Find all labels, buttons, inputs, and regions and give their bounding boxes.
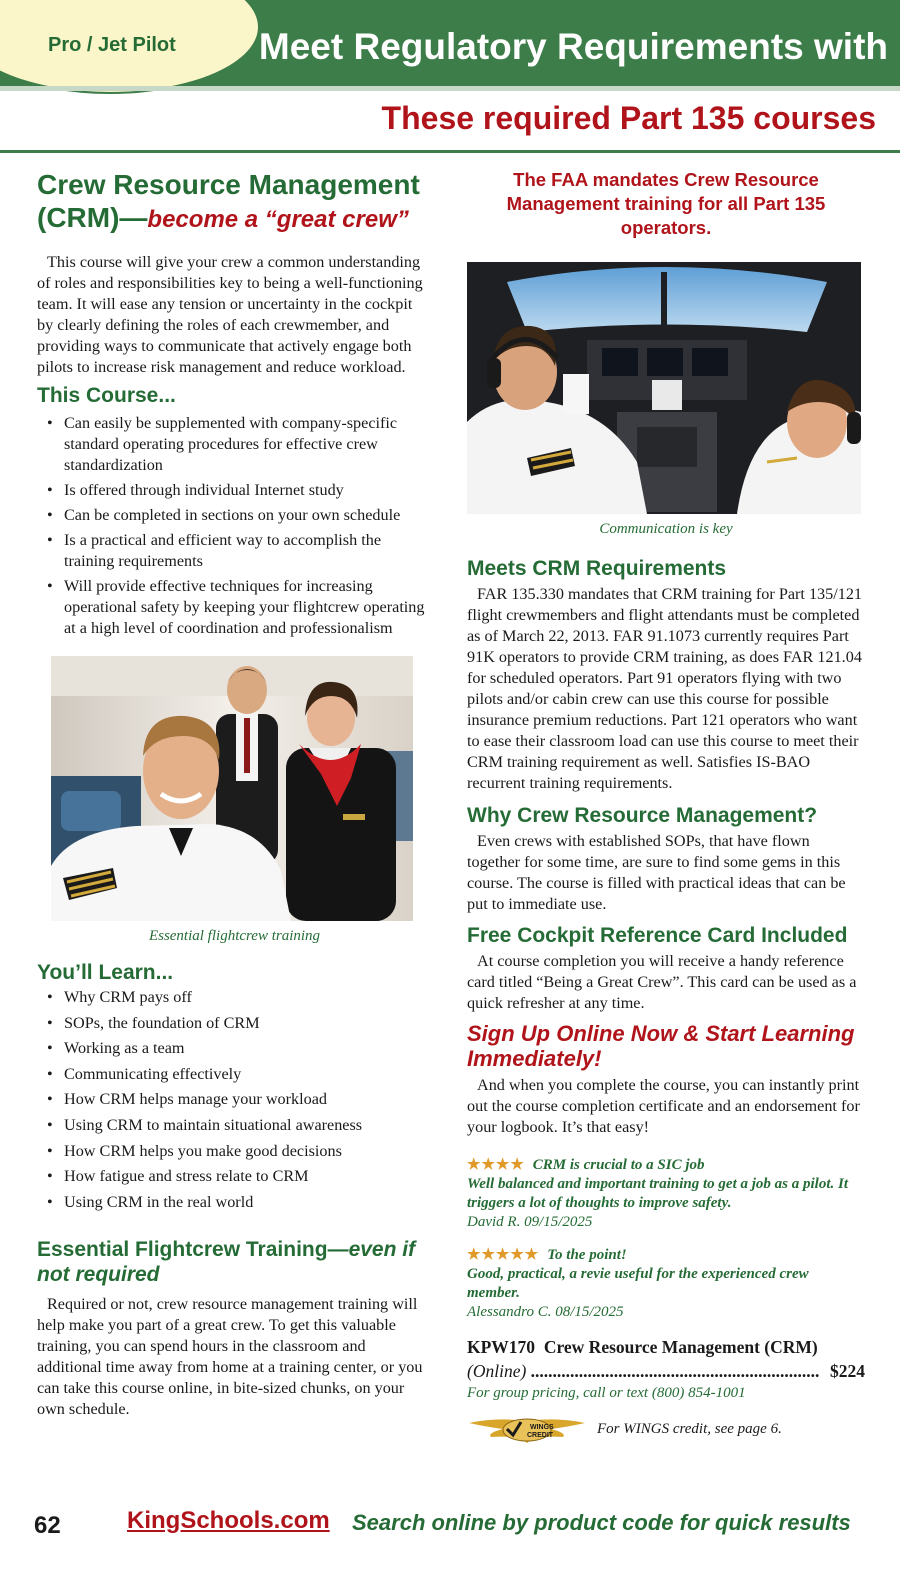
list-item: • Is a practical and efficient way to accomplish the training requirements <box>37 530 432 572</box>
group-pricing: For group pricing, call or text (800) 854-1001 <box>467 1385 746 1401</box>
this-course-heading: This Course... <box>37 384 176 407</box>
meets-body: FAR 135.330 mandates that CRM training for Part 135/121 flight crewmembers and flight attendants must be completed as of March 22, 2013. FAR 91.1073 currently requires Part 91K operators to provide CRM training, as does FAR 121.04 for scheduled operators. Part 91 operators flying with two pilots and/or cabin crew can use this course for possible insurance premium reductions. Part 121 operators who want to ease their classroom load can use this course to meet their CRM training requirement as well. Satisfies IS-BAO recurrent training requirements. <box>467 585 863 792</box>
star-rating-icon: ★★★★★ <box>467 1247 540 1263</box>
card-body: At course completion you will receive a handy reference card titled “Being a Great Crew”. This card can be used as a quick refresher at any time. <box>467 952 857 1012</box>
flightcrew-caption: Essential flightcrew training <box>148 928 321 944</box>
list-item: • How CRM helps you make good decisions <box>37 1141 432 1162</box>
this-course-list <box>37 413 432 639</box>
review-author: Alessandro C. 08/15/2025 <box>467 1304 624 1320</box>
product-price: $224 <box>830 1361 865 1381</box>
essential-body: Required or not, crew resource management training will help make you part of a great crew. To get this valuable training, you can spend hours in the classroom and additional time away from home at a training center, or you can take this course online, in bite-sized chunks, on your own schedule. <box>37 1294 423 1418</box>
review-title: CRM is crucial to a SIC job <box>532 1157 705 1173</box>
product-format: (Online) <box>467 1361 527 1381</box>
flightcrew-illustration <box>51 656 413 921</box>
header-divider <box>0 86 900 91</box>
course-heading <box>37 168 432 236</box>
list-item: • Why CRM pays off <box>37 987 432 1008</box>
product-title <box>467 1336 865 1359</box>
list-item: • How CRM helps manage your workload <box>37 1089 432 1110</box>
review-1 <box>467 1156 865 1232</box>
list-item: • Is offered through individual Internet study <box>37 480 432 501</box>
wings-note: For WINGS credit, see page 6. <box>597 1420 782 1437</box>
list-item: • Using CRM to maintain situational awareness <box>37 1115 432 1136</box>
list-item: • Communicating effectively <box>37 1064 432 1085</box>
page-footer <box>0 1500 900 1546</box>
list-item: • Can easily be supplemented with company-specific standard operating procedures for effective crew standardization <box>37 413 432 476</box>
cockpit-photo <box>467 262 861 514</box>
signup-body: And when you complete the course, you can instantly print out the course completion certificate and an endorsement for your logbook. It’s that easy! <box>467 1076 860 1136</box>
star-rating-icon: ★★★★ <box>467 1157 525 1173</box>
course-intro: This course will give your crew a common understanding of roles and responsibilities key to being a well-functioning team. It will ease any tension or uncertainty in the cockpit by clearly defining the roles of each crewmember, and providing ways to communicate that actively engage both pilots to increase risk management and reduce workload. <box>37 253 423 376</box>
list-item: • Working as a team <box>37 1038 432 1059</box>
learn-heading: You’ll Learn... <box>37 961 174 984</box>
subtitle-rule <box>0 150 900 153</box>
wings-row <box>467 1413 865 1445</box>
page-number: 62 <box>34 1512 61 1539</box>
wings-badge-line2: CREDIT <box>527 1432 554 1439</box>
header-title: Meet Regulatory Requirements with <box>258 26 888 67</box>
wings-badge-line1: WINGS <box>530 1424 554 1431</box>
review-text: Good, practical, a revie useful for the experienced crew member. <box>467 1266 809 1301</box>
footer-tagline: Search online by product code for quick results <box>352 1510 851 1535</box>
learn-list <box>37 987 432 1213</box>
cockpit-caption: Communication is key <box>599 521 733 537</box>
course-heading-main: Crew Resource Management (CRM)— <box>37 169 420 233</box>
course-heading-accent: become a “great crew” <box>147 206 409 233</box>
list-item: • How fatigue and stress relate to CRM <box>37 1166 432 1187</box>
list-item: • Can be completed in sections on your own schedule <box>37 505 432 526</box>
left-column <box>37 168 432 1420</box>
essential-heading-accent: even if not required <box>37 1237 416 1286</box>
product-code: KPW170 <box>467 1337 536 1357</box>
header-subtitle: These required Part 135 courses <box>381 100 876 136</box>
cockpit-illustration <box>467 262 861 514</box>
right-column <box>467 168 865 1445</box>
review-author: David R. 09/15/2025 <box>467 1214 593 1230</box>
why-body: Even crews with established SOPs, that have flown together for some time, are sure to find some gems in this course. The course is filled with practical ideas that can be put to immediate use. <box>467 832 846 913</box>
list-item: • Using CRM in the real world <box>37 1192 432 1213</box>
product-price-line <box>467 1359 865 1383</box>
list-item: • Will provide effective techniques for increasing operational safety by keeping your flightcrew operating at a high level of coordination and professionalism <box>37 576 432 639</box>
category-label: Pro / Jet Pilot <box>48 34 176 56</box>
card-heading: Free Cockpit Reference Card Included <box>467 924 848 947</box>
review-title: To the point! <box>547 1247 627 1263</box>
leader-dots: .................................................................. <box>530 1361 820 1381</box>
flightcrew-photo <box>51 656 413 921</box>
faa-callout: The FAA mandates Crew Resource Management training for all Part 135 operators. <box>506 169 826 238</box>
essential-heading-main: Essential Flightcrew Training— <box>37 1237 349 1261</box>
why-heading: Why Crew Resource Management? <box>467 804 818 827</box>
essential-heading <box>37 1237 432 1287</box>
review-text: Well balanced and important training to get a job as a pilot. It triggers a lot of thoughts to improve safety. <box>467 1176 849 1211</box>
signup-heading: Sign Up Online Now & Start Learning Immediately! <box>467 1021 855 1071</box>
product-name: Crew Resource Management (CRM) <box>543 1337 818 1357</box>
meets-heading: Meets CRM Requirements <box>467 557 727 580</box>
website-link[interactable]: KingSchools.com <box>127 1507 330 1534</box>
list-item: • SOPs, the foundation of CRM <box>37 1013 432 1034</box>
wings-credit-badge-icon <box>467 1413 587 1445</box>
review-2 <box>467 1246 865 1322</box>
